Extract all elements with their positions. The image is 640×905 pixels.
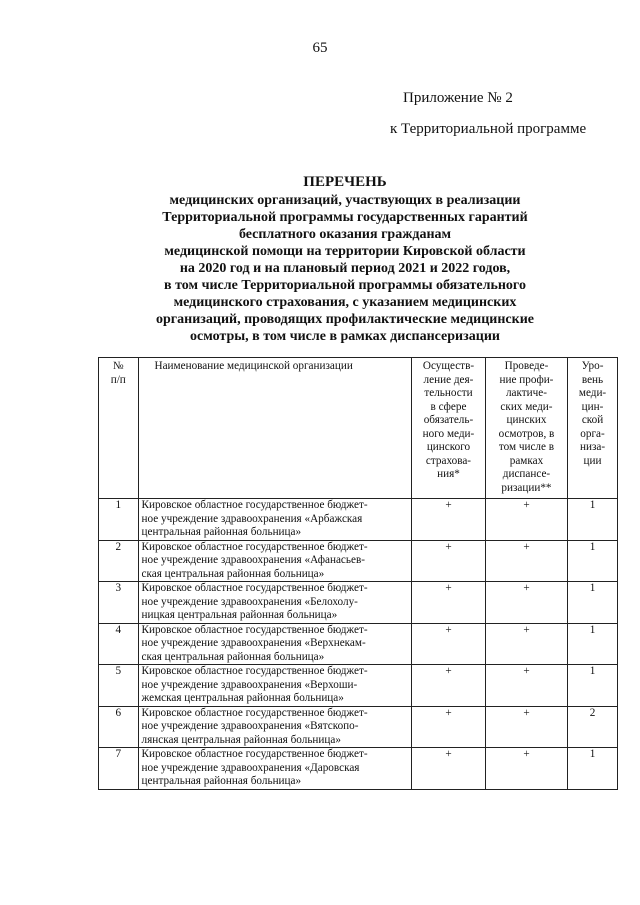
row-number: 7 <box>99 748 139 790</box>
table-row <box>99 540 618 582</box>
header-line: цинских <box>506 414 547 426</box>
appendix-subtitle: к Территориальной программе <box>390 121 587 137</box>
organization-name-line: ницкая центральная районная больница» <box>141 609 338 621</box>
header-num <box>99 358 139 499</box>
organization-level: 1 <box>568 623 618 665</box>
header-line: том числе в <box>498 441 555 453</box>
prophylactic-exams: + <box>485 706 567 748</box>
header-line: низа- <box>579 441 606 453</box>
row-number: 4 <box>99 623 139 665</box>
prophylactic-exams: + <box>485 665 567 707</box>
oms-participation: + <box>412 623 486 665</box>
table-row <box>99 706 618 748</box>
header-line: диспансе- <box>502 468 551 480</box>
table-row <box>99 748 618 790</box>
organization-level: 1 <box>568 582 618 624</box>
header-line: Наименование медицинской организации <box>154 360 353 372</box>
heading-title: ПЕРЕЧЕНЬ <box>303 174 387 190</box>
oms-participation: + <box>412 499 486 541</box>
organization-name-line: ное учреждение здравоохранения «Даровская <box>141 761 360 774</box>
header-line: рамках <box>509 454 544 467</box>
header-line: цинского <box>426 441 471 453</box>
table-row <box>99 499 618 541</box>
heading-line: организаций, проводящих профилактические медицинские <box>156 312 534 327</box>
row-number: 5 <box>99 665 139 707</box>
organization-name-line: ская центральная районная больница» <box>141 650 325 663</box>
organizations-table <box>98 357 618 790</box>
appendix-title: Приложение № 2 <box>403 90 513 106</box>
header-line: ние профи- <box>499 373 554 386</box>
organization-name <box>138 623 412 665</box>
prophylactic-exams: + <box>485 499 567 541</box>
organization-name-line: ное учреждение здравоохранения «Верхнекам- <box>141 637 366 649</box>
header-line: ния* <box>437 468 460 480</box>
organization-name-line: ное учреждение здравоохранения «Вятскопо- <box>141 720 359 732</box>
row-number: 6 <box>99 706 139 748</box>
organization-level: 1 <box>568 665 618 707</box>
header-line: в сфере <box>430 400 467 413</box>
table-row <box>99 665 618 707</box>
header-line: ции <box>583 454 602 467</box>
heading-line: медицинских организаций, участвующих в реализации <box>169 193 521 208</box>
header-line: п/п <box>110 373 126 386</box>
heading-line: медицинского страхования, с указанием медицинских <box>173 295 517 310</box>
header-line: лактиче- <box>505 387 547 399</box>
header-oms <box>412 358 486 499</box>
header-line: страхова- <box>425 454 472 467</box>
organization-level: 1 <box>568 540 618 582</box>
header-line: обязатель- <box>423 414 474 426</box>
heading-line: медицинской помощи на территории Кировской области <box>164 244 526 259</box>
oms-participation: + <box>412 582 486 624</box>
organization-name-line: жемская центральная районная больница» <box>141 692 344 704</box>
header-line: ской <box>581 414 604 426</box>
organization-name <box>138 706 412 748</box>
organization-level: 1 <box>568 748 618 790</box>
row-number: 1 <box>99 499 139 541</box>
organization-name-line: ное учреждение здравоохранения «Афанасьев- <box>141 554 365 566</box>
header-line: Проведе- <box>504 360 549 372</box>
header-level <box>568 358 618 499</box>
header-line: вень <box>581 373 604 386</box>
row-number: 2 <box>99 540 139 582</box>
oms-participation: + <box>412 665 486 707</box>
page-number: 65 <box>312 40 328 56</box>
organization-name-line: ное учреждение здравоохранения «Белохолу- <box>141 595 358 608</box>
table-header-row <box>99 358 618 499</box>
heading-lines <box>80 192 610 345</box>
oms-participation: + <box>412 748 486 790</box>
header-line: ного меди- <box>422 427 475 440</box>
organization-name-line: Кировское областное государственное бюджет- <box>141 748 368 760</box>
header-name <box>138 358 412 499</box>
prophylactic-exams: + <box>485 748 567 790</box>
organization-name <box>138 499 412 541</box>
heading-line: осмотры, в том числе в рамках диспансеризации <box>190 329 500 344</box>
table-body <box>99 499 618 790</box>
organization-name-line: Кировское областное государственное бюджет- <box>141 499 368 511</box>
header-line: Осуществ- <box>422 360 475 372</box>
header-line: Уро- <box>581 360 604 372</box>
organization-name-line: лянская центральная районная больница» <box>141 733 341 746</box>
header-line: ление дея- <box>423 373 474 386</box>
header-line: ских меди- <box>500 400 553 413</box>
header-line: ризации** <box>501 481 552 494</box>
organization-name-line: Кировское областное государственное бюджет- <box>141 623 368 636</box>
organization-name <box>138 748 412 790</box>
table-row <box>99 623 618 665</box>
header-line: осмотров, в <box>498 427 555 440</box>
organization-name <box>138 665 412 707</box>
organization-name <box>138 540 412 582</box>
oms-participation: + <box>412 706 486 748</box>
document-heading <box>80 174 610 345</box>
header-line: № <box>112 360 124 372</box>
prophylactic-exams: + <box>485 623 567 665</box>
organization-name-line: Кировское областное государственное бюджет- <box>141 665 368 677</box>
organization-name-line: Кировское областное государственное бюджет- <box>141 540 368 553</box>
organization-name-line: центральная районная больница» <box>141 526 302 538</box>
organization-name-line: ное учреждение здравоохранения «Верхоши- <box>141 678 358 691</box>
header-line: цин- <box>581 400 604 413</box>
oms-participation: + <box>412 540 486 582</box>
organization-level: 2 <box>568 706 618 748</box>
header-line: орга- <box>580 427 605 440</box>
header-line: тельности <box>424 387 473 399</box>
organization-name-line: центральная районная больница» <box>141 775 302 787</box>
table-row <box>99 582 618 624</box>
heading-line: в том числе Территориальной программы обязательного <box>164 278 526 293</box>
organization-name <box>138 582 412 624</box>
organization-level: 1 <box>568 499 618 541</box>
organization-name-line: Кировское областное государственное бюджет- <box>141 582 368 594</box>
heading-line: на 2020 год и на плановый период 2021 и 2022 годов, <box>179 261 511 276</box>
heading-line: бесплатного оказания гражданам <box>238 227 452 242</box>
prophylactic-exams: + <box>485 540 567 582</box>
header-line: меди- <box>578 387 607 399</box>
prophylactic-exams: + <box>485 582 567 624</box>
organization-name-line: Кировское областное государственное бюджет- <box>141 706 368 719</box>
organization-name-line: ская центральная районная больница» <box>141 567 325 580</box>
heading-line: Территориальной программы государственных гарантий <box>162 210 528 225</box>
header-prof <box>485 358 567 499</box>
organization-name-line: ное учреждение здравоохранения «Арбажская <box>141 512 363 525</box>
row-number: 3 <box>99 582 139 624</box>
